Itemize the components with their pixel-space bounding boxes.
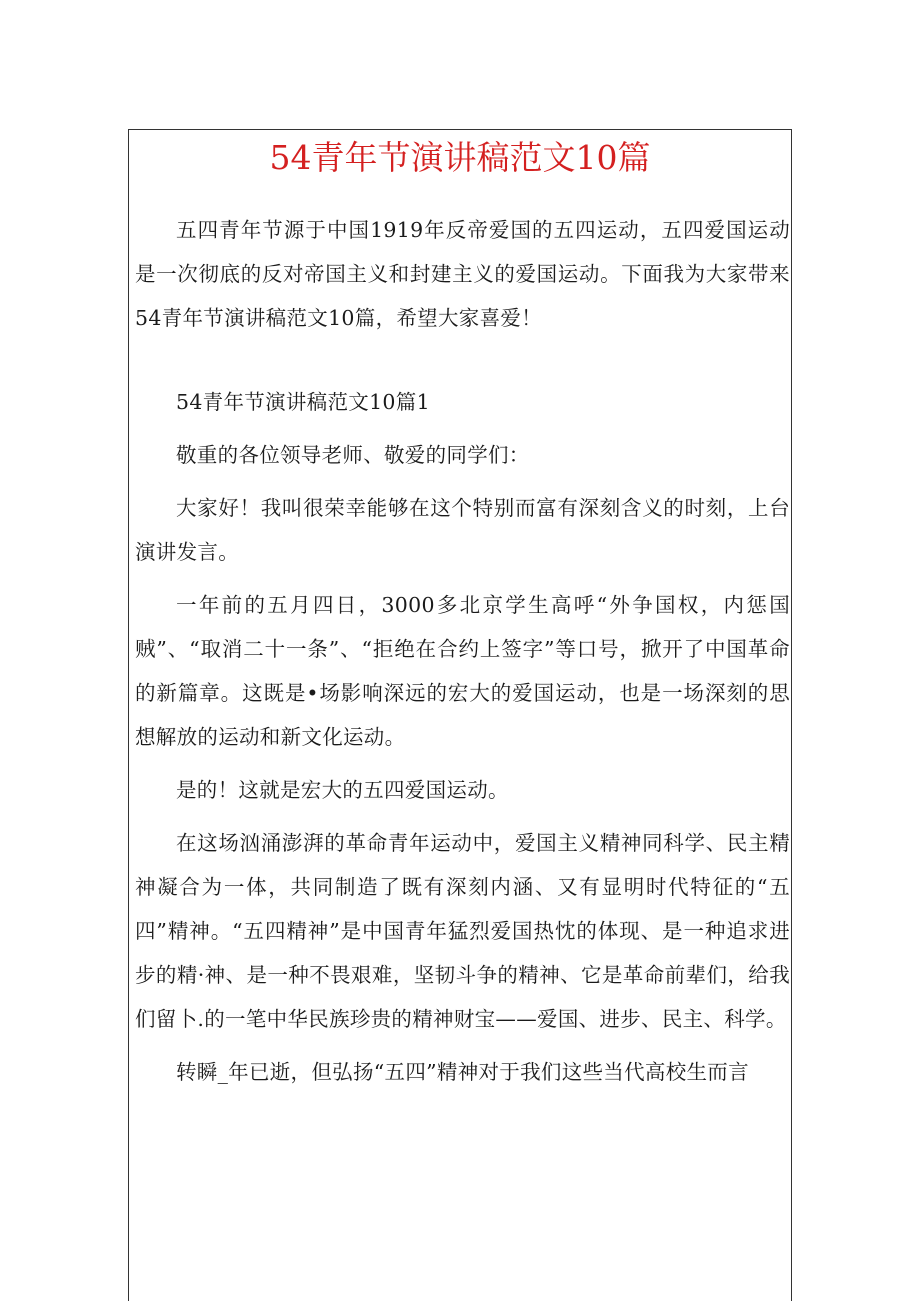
- section-heading: 54青年节演讲稿范文10篇1: [176, 390, 430, 414]
- salutation-paragraph: 敬重的各位领导老师、敬爱的同学们：: [176, 443, 530, 467]
- body-paragraph: 一年前的五月四日，3000多北京学生高呼“外争国权，内惩国贼”、“取消二十一条”、“拒绝在合约上签字”等口号，掀开了中国革命的新篇章。这既是•场影响深远的宏大的爱国运动，也是一场深刻的思想解放的运动和新文化运动。: [135, 593, 790, 749]
- body-paragraph: 大家好！我叫很荣幸能够在这个特别而富有深刻含义的时刻，上台演讲发言。: [135, 496, 790, 564]
- body-paragraph: 是的！这就是宏大的五四爱国运动。: [176, 778, 509, 802]
- body-paragraph: 转瞬_年已逝，但弘扬“五四”精神对于我们这些当代高校生而言: [176, 1060, 749, 1084]
- body-paragraph: 在这场汹涌澎湃的革命青年运动中，爱国主义精神同科学、民主精神凝合为一体，共同制造了既有深刻内涵、又有显明时代特征的“五四”精神。“五四精神”是中国青年猛烈爱国热忱的体现、是一种追求进步的精·神、是一种不畏艰难，坚韧斗争的精神、它是革命前辈们，给我们留卜.的一笔中华民族珍贵的精神财宝——爱国、进步、民主、科学。: [135, 831, 790, 1031]
- intro-paragraph: 五四青年节源于中国1919年反帝爱国的五四运动，五四爱国运动是一次彻底的反对帝国主义和封建主义的爱国运动。下面我为大家带来54青年节演讲稿范文10篇，希望大家喜爱！: [135, 218, 790, 330]
- document-title: 54青年节演讲稿范文10篇: [269, 138, 651, 177]
- document-body: [135, 208, 790, 1103]
